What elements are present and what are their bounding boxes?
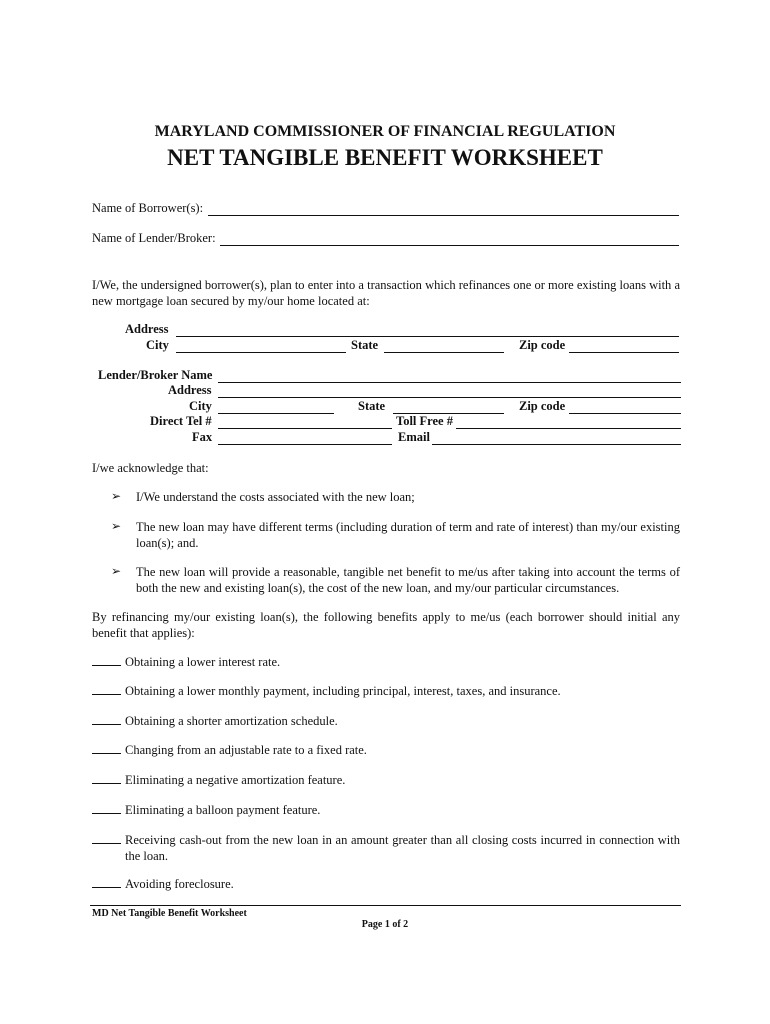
benefit-text: Changing from an adjustable rate to a fixed rate. <box>125 743 367 757</box>
lender-state-label: State <box>358 399 386 413</box>
lender-address-field[interactable] <box>218 397 681 398</box>
initial-blank[interactable] <box>92 684 121 695</box>
toll-free-field[interactable] <box>456 428 681 429</box>
lender-zip-label: Zip code <box>519 399 566 413</box>
benefit-text: Receiving cash-out from the new loan in an amount greater than all closing costs incurred in connection with the loan. <box>125 833 680 863</box>
borrower-name-field[interactable] <box>208 215 679 216</box>
acknowledge-item: The new loan will provide a reasonable, tangible net benefit to me/us after taking into account the terms of both the new and existing loan(s), the cost of the new loan, and my/our particular circumstances. <box>136 565 680 595</box>
benefit-item <box>92 654 280 670</box>
property-address-field[interactable] <box>176 336 679 337</box>
property-state-field[interactable] <box>384 352 504 353</box>
property-address-label: Address <box>125 322 169 336</box>
benefit-text: Obtaining a lower interest rate. <box>125 655 281 669</box>
intro-paragraph: I/We, the undersigned borrower(s), plan to enter into a transaction which refinances one or more existing loans with a new mortgage loan secured by my/our home located at: <box>92 278 680 308</box>
initial-blank[interactable] <box>92 803 121 814</box>
agency-title: MARYLAND COMMISSIONER OF FINANCIAL REGULATION <box>154 123 616 140</box>
page-number: Page 1 of 2 <box>361 919 409 930</box>
benefit-item <box>92 742 367 758</box>
property-zip-field[interactable] <box>569 352 679 353</box>
lender-city-label: City <box>189 399 212 413</box>
arrow-bullet-icon: ➢ <box>111 519 122 533</box>
initial-blank[interactable] <box>92 877 121 888</box>
fax-field[interactable] <box>218 444 392 445</box>
property-city-label: City <box>146 338 169 352</box>
benefit-text: Eliminating a negative amortization feature. <box>125 773 346 787</box>
initial-blank[interactable] <box>92 655 121 666</box>
benefit-item <box>92 802 320 818</box>
arrow-bullet-icon: ➢ <box>111 489 122 503</box>
benefit-text: Obtaining a lower monthly payment, including principal, interest, taxes, and insurance. <box>125 684 561 698</box>
direct-tel-label: Direct Tel # <box>150 414 212 428</box>
worksheet-title: NET TANGIBLE BENEFIT WORKSHEET <box>167 145 603 170</box>
lender-address-label: Address <box>168 383 212 397</box>
initial-blank[interactable] <box>92 832 121 844</box>
benefit-item <box>92 772 345 788</box>
benefit-item <box>92 832 680 864</box>
acknowledge-heading: I/we acknowledge that: <box>92 461 209 475</box>
lender-city-field[interactable] <box>218 413 334 414</box>
email-field[interactable] <box>432 444 681 445</box>
lender-name-field[interactable] <box>220 245 679 246</box>
initial-blank[interactable] <box>92 714 121 725</box>
footer-doc-name: MD Net Tangible Benefit Worksheet <box>92 908 247 919</box>
email-label: Email <box>398 430 430 444</box>
direct-tel-field[interactable] <box>218 428 392 429</box>
lender-name-block-label: Lender/Broker Name <box>98 368 213 382</box>
acknowledge-item: I/We understand the costs associated with the new loan; <box>136 490 415 504</box>
lender-zip-field[interactable] <box>569 413 681 414</box>
footer-divider <box>90 905 681 906</box>
benefit-item <box>92 713 338 729</box>
fax-label: Fax <box>192 430 213 444</box>
benefit-text: Avoiding foreclosure. <box>125 877 234 891</box>
benefit-text: Eliminating a balloon payment feature. <box>125 803 321 817</box>
property-zip-label: Zip code <box>519 338 566 352</box>
benefit-item <box>92 683 561 699</box>
arrow-bullet-icon: ➢ <box>111 564 122 578</box>
borrower-name-label: Name of Borrower(s): <box>92 201 204 215</box>
benefit-item <box>92 876 234 892</box>
lender-name-label: Name of Lender/Broker: <box>92 231 216 245</box>
property-state-label: State <box>351 338 379 352</box>
acknowledge-item: The new loan may have different terms (including duration of term and rate of interest) than my/our existing loan(s); and. <box>136 520 680 550</box>
benefits-intro: By refinancing my/our existing loan(s), the following benefits apply to me/us (each borrower should initial any benefit that applies): <box>92 610 680 640</box>
initial-blank[interactable] <box>92 743 121 754</box>
initial-blank[interactable] <box>92 773 121 784</box>
property-city-field[interactable] <box>176 352 346 353</box>
benefit-text: Obtaining a shorter amortization schedule. <box>125 714 338 728</box>
lender-broker-name-field[interactable] <box>218 382 681 383</box>
toll-free-label: Toll Free # <box>396 414 453 428</box>
